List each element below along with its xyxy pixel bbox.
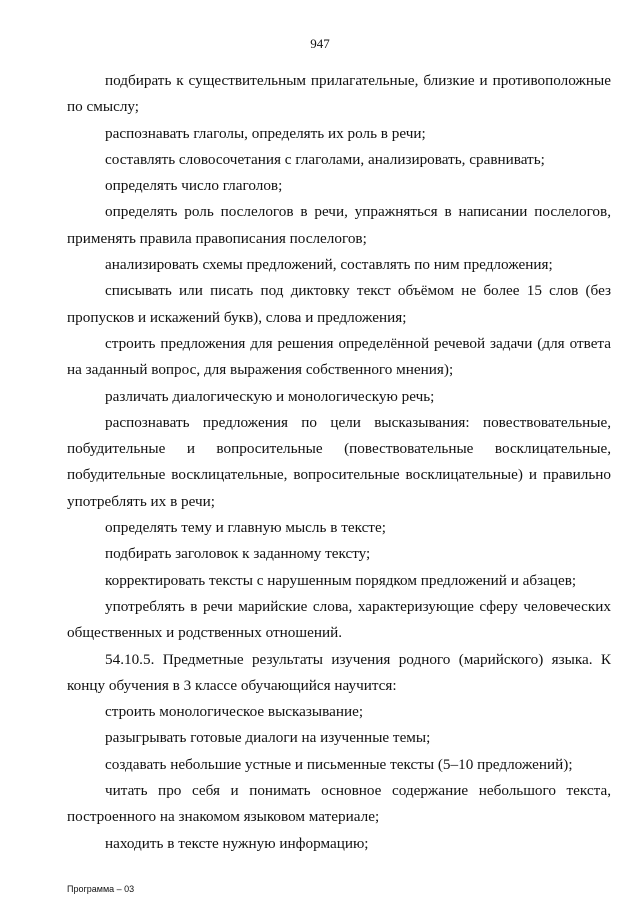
paragraph: корректировать тексты с нарушенным порядком предложений и абзацев;	[105, 571, 577, 589]
paragraph: разыгрывать готовые диалоги на изученные темы;	[105, 729, 431, 747]
paragraph: строить предложения для решения определённой речевой задачи (для ответа на заданный вопрос, для выражения собственного мнения);	[67, 334, 611, 379]
paragraph: определять число глаголов;	[105, 177, 283, 195]
paragraph: распознавать предложения по цели высказывания: повествовательные, побудительные и вопросительные (повествовательные восклицательные, побудительные восклицательные, вопросительные восклицательные) и правильно употреблять их в речи;	[67, 413, 611, 510]
paragraph: употреблять в речи марийские слова, характеризующие сферу человеческих общественных и родственных отношений.	[67, 597, 611, 642]
paragraph: подбирать заголовок к заданному тексту;	[105, 545, 371, 563]
paragraph: создавать небольшие устные и письменные тексты (5–10 предложений);	[105, 755, 573, 773]
paragraph: определять тему и главную мысль в тексте;	[105, 519, 386, 537]
page-number: 947	[310, 36, 330, 51]
paragraph: списывать или писать под диктовку текст объёмом не более 15 слов (без пропусков и искажений букв), слова и предложения;	[67, 282, 611, 326]
paragraph: находить в тексте нужную информацию;	[105, 834, 369, 852]
paragraph: распознавать глаголы, определять их роль в речи;	[105, 124, 426, 142]
paragraph: определять роль послелогов в речи, упражняться в написании послелогов, применять правила правописания послелогов;	[67, 203, 611, 247]
document-body	[67, 68, 611, 857]
paragraph: подбирать к существительным прилагательные, близкие и противоположные по смыслу;	[67, 72, 611, 116]
footer-label: Программа – 03	[67, 884, 135, 894]
paragraph: различать диалогическую и монологическую речь;	[105, 387, 435, 405]
paragraph: составлять словосочетания с глаголами, анализировать, сравнивать;	[105, 150, 545, 168]
paragraph: читать про себя и понимать основное содержание небольшого текста, построенного на знакомом языковом материале;	[67, 782, 611, 826]
paragraph: строить монологическое высказывание;	[105, 703, 364, 721]
paragraph: анализировать схемы предложений, составлять по ним предложения;	[105, 256, 553, 274]
section-heading-paragraph: 54.10.5. Предметные результаты изучения родного (марийского) языка. К концу обучения в 3 классе обучающийся научится:	[67, 650, 611, 694]
